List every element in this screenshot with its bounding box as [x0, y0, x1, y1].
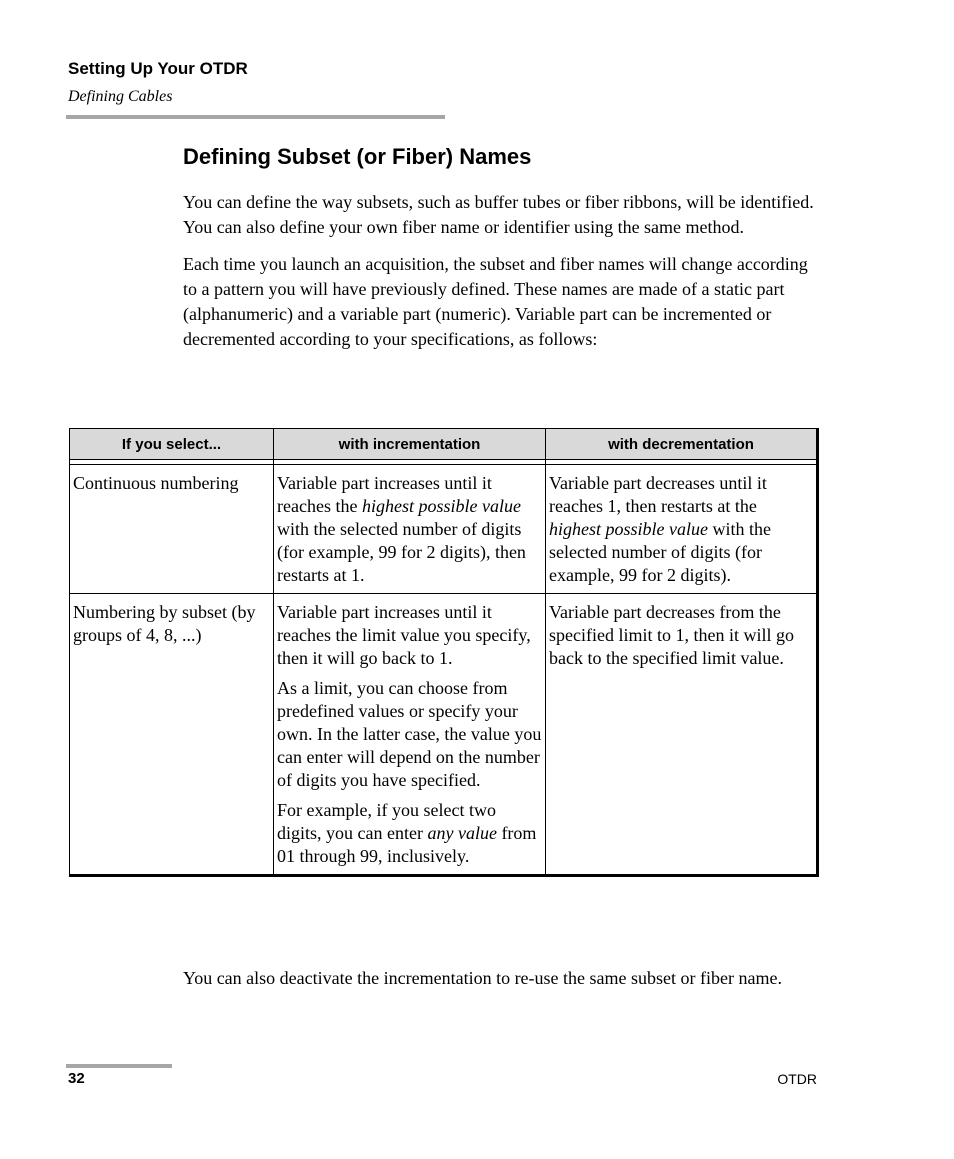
footer-rule — [66, 1064, 172, 1068]
table-row — [70, 465, 818, 594]
intro-paragraph: You can define the way subsets, such as buffer tubes or fiber ribbons, will be identified. You can also define your own fiber name or identifier using the same method. — [183, 192, 814, 237]
column-header-incrementation: with incrementation — [274, 429, 546, 460]
table-row — [70, 594, 818, 876]
footer-product-name: OTDR — [777, 1071, 817, 1087]
numbering-options-table — [69, 428, 819, 877]
column-header-select: If you select... — [70, 429, 274, 460]
column-header-decrementation: with decrementation — [546, 429, 818, 460]
cell-select: Continuous numbering — [70, 465, 274, 594]
section-heading: Defining Subset (or Fiber) Names — [183, 144, 532, 169]
cell-paragraph: Variable part increases until it reaches the limit value you specify, then it will go back to 1. — [277, 602, 531, 668]
page-number: 32 — [68, 1070, 85, 1087]
section-subtitle: Defining Cables — [68, 88, 173, 105]
cell-incrementation: Variable part increases until it reaches the highest possible value with the selected number of digits (for example, 99 for 2 digits), then restarts at 1. — [274, 465, 546, 594]
chapter-title: Setting Up Your OTDR — [68, 59, 248, 78]
running-header — [68, 58, 248, 108]
closing-paragraph: You can also deactivate the incrementation to re-use the same subset or fiber name. — [183, 968, 782, 988]
cell-paragraph: As a limit, you can choose from predefined values or specify your own. In the latter case, the value you can enter will depend on the number of digits you have specified. — [277, 678, 542, 790]
main-content — [183, 142, 823, 364]
cell-incrementation — [274, 594, 546, 876]
cell-decrementation: Variable part decreases from the specified limit to 1, then it will go back to the specified limit value. — [546, 594, 818, 876]
table-header-row — [70, 429, 818, 460]
cell-decrementation: Variable part decreases until it reaches 1, then restarts at the highest possible value with the selected number of digits (for example, 99 for 2 digits). — [546, 465, 818, 594]
pattern-paragraph: Each time you launch an acquisition, the subset and fiber names will change according to a pattern you will have previously defined. These names are made of a static part (alphanumeric) and a variable part (numeric). Variable part can be incremented or decremented according to your specifications, as follows: — [183, 254, 808, 349]
header-rule — [66, 115, 445, 119]
cell-paragraph: For example, if you select two digits, you can enter any value from 01 through 99, inclusively. — [277, 800, 537, 866]
cell-select: Numbering by subset (by groups of 4, 8, ...) — [70, 594, 274, 876]
